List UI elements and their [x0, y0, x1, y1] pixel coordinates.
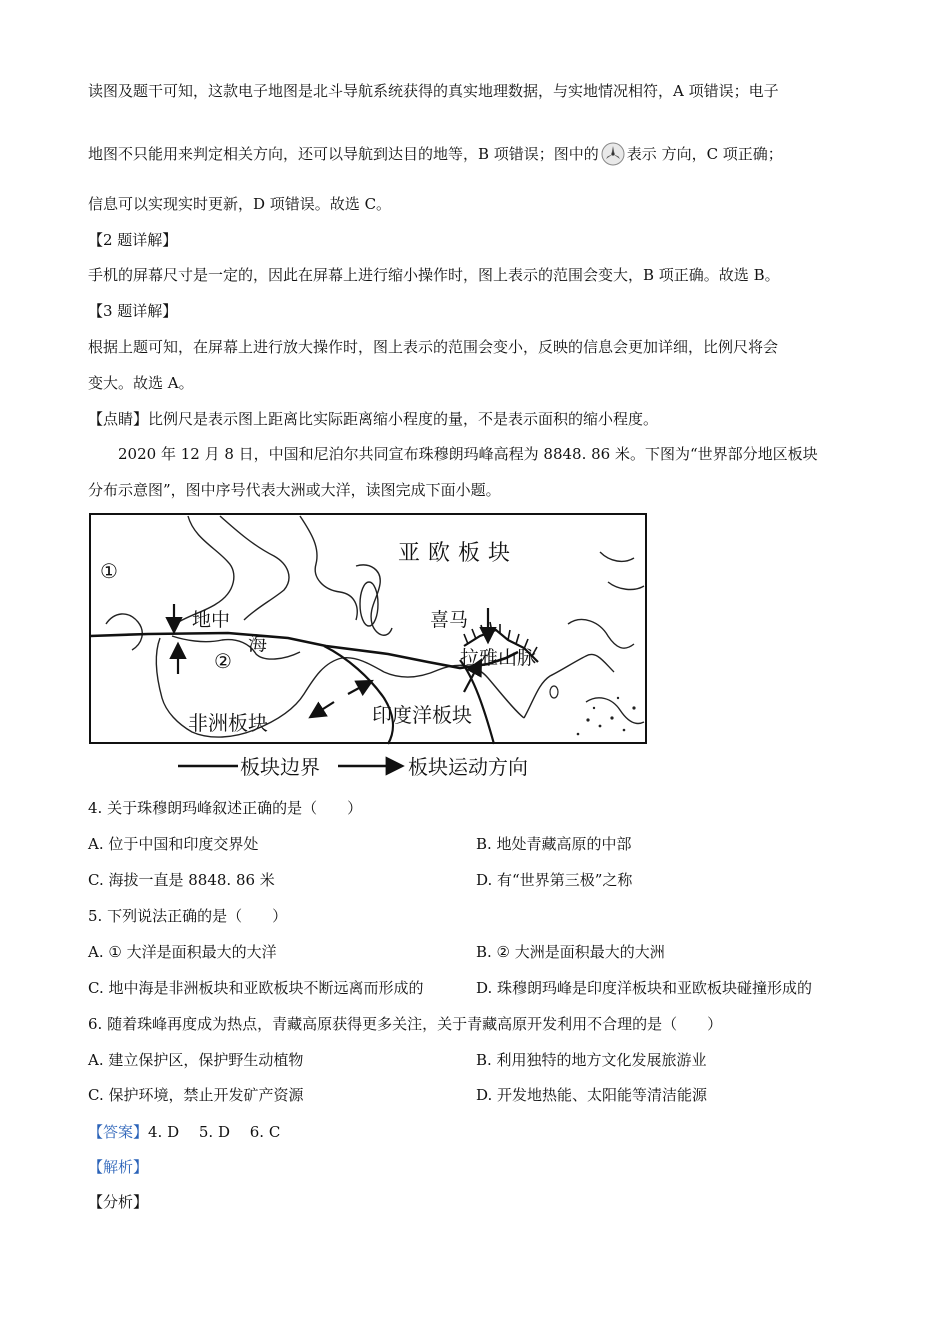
intro-line: 2020 年 12 月 8 日，中国和尼泊尔共同宣布珠穆朗玛峰高程为 8848. 86 米。下图为“世界部分地区板块 [118, 445, 818, 463]
q4-option-d: D. 有“世界第三极”之称 [476, 871, 633, 889]
analysis-label: 【解析】 [88, 1158, 149, 1176]
q6-option-c: C. 保护环境，禁止开发矿产资源 [88, 1086, 304, 1104]
paragraph-text: 地图不只能用来判定相关方向，还可以导航到达目的地等，B 项错误；图中的 [88, 145, 599, 163]
tip-line: 【点睛】比例尺是表示图上距离比实际距离缩小程度的量，不是表示面积的缩小程度。 [88, 410, 659, 428]
paragraph-line: 读图及题干可知，这款电子地图是北斗导航系统获得的真实地理数据，与实地情况相符，A 项错误；电子 [88, 82, 779, 100]
compass-icon [601, 142, 625, 166]
plate-map-figure [88, 512, 650, 786]
section-heading-3: 【3 题详解】 [88, 302, 178, 320]
q5-option-c: C. 地中海是非洲板块和亚欧板块不断远离而形成的 [88, 979, 424, 997]
q5-option-b: B. ② 大洲是面积最大的大洲 [476, 943, 665, 961]
himalaya-label-1: 喜马 [430, 609, 469, 631]
paragraph-line: 信息可以实现实时更新，D 项错误。故选 C。 [88, 195, 392, 213]
answer-text: 4. D 5. D 6. C [148, 1123, 281, 1141]
map-label-1: ① [100, 559, 118, 583]
indian-plate-label: 印度洋板块 [372, 703, 472, 727]
question-6-stem: 6. 随着珠峰再度成为热点，青藏高原获得更多关注，关于青藏高原开发利用不合理的是（ ） [88, 1015, 723, 1033]
map-label-2: ② [214, 649, 232, 673]
question-5-stem: 5. 下列说法正确的是（ ） [88, 907, 288, 925]
question-4-stem: 4. 关于珠穆朗玛峰叙述正确的是（ ） [88, 799, 363, 817]
q6-option-a: A. 建立保护区，保护野生动植物 [88, 1051, 304, 1069]
eurasian-plate-label: 亚欧板块 [398, 541, 519, 566]
legend-motion-label: 板块运动方向 [408, 755, 528, 779]
paragraph-line: 手机的屏幕尺寸是一定的，因此在屏幕上进行缩小操作时，图上表示的范围会变大，B 项正确。故选 B。 [88, 266, 780, 284]
q6-option-b: B. 利用独特的地方文化发展旅游业 [476, 1051, 707, 1069]
himalaya-label-2: 拉雅山脉 [460, 647, 537, 669]
answer-label: 【答案】 [88, 1123, 149, 1141]
q4-option-c: C. 海拔一直是 8848. 86 米 [88, 871, 275, 889]
legend-boundary-label: 板块边界 [240, 755, 320, 779]
q4-option-a: A. 位于中国和印度交界处 [88, 835, 259, 853]
section-heading-2: 【2 题详解】 [88, 231, 178, 249]
african-plate-label: 非洲板块 [188, 711, 268, 735]
paragraph-text: 表示 方向，C 项正确； [626, 145, 783, 163]
mediterranean-label-2: 海 [248, 633, 268, 655]
fenxi-label: 【分析】 [88, 1193, 149, 1211]
paragraph-line [88, 142, 783, 166]
paragraph-line: 根据上题可知，在屏幕上进行放大操作时，图上表示的范围会变小，反映的信息会更加详细，比例尺将会 [88, 338, 779, 356]
q4-option-b: B. 地处青藏高原的中部 [476, 835, 632, 853]
mediterranean-label-1: 地中 [192, 609, 231, 631]
paragraph-line: 变大。故选 A。 [88, 374, 194, 392]
q6-option-d: D. 开发地热能、太阳能等清洁能源 [476, 1086, 708, 1104]
answer-line [88, 1121, 280, 1143]
intro-line: 分布示意图”，图中序号代表大洲或大洋，读图完成下面小题。 [88, 481, 501, 499]
q5-option-d: D. 珠穆朗玛峰是印度洋板块和亚欧板块碰撞形成的 [476, 979, 813, 997]
q5-option-a: A. ① 大洋是面积最大的大洋 [88, 943, 277, 961]
